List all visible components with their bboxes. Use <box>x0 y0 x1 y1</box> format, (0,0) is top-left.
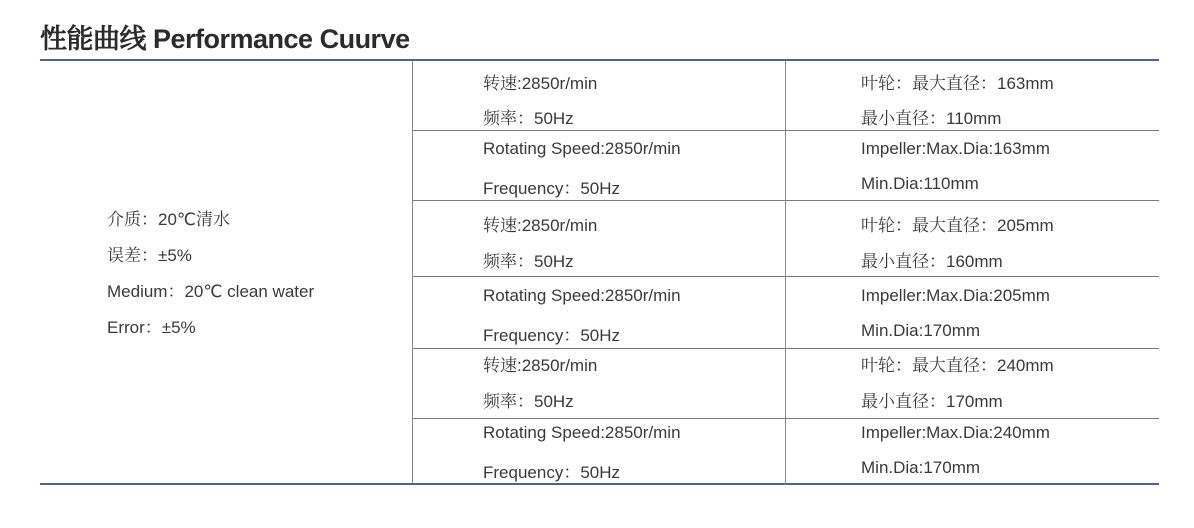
max-dia-line: Impeller:Max.Dia:205mm <box>861 286 1050 305</box>
spec-table <box>40 59 1159 485</box>
table-row <box>413 61 1159 131</box>
medium-info <box>107 202 314 346</box>
speed-line: 转速:2850r/min <box>483 356 598 375</box>
impeller-cell <box>786 419 1159 485</box>
min-dia-line: 最小直径：160mm <box>861 252 1003 271</box>
table-row <box>413 349 1159 419</box>
frequency-line: 频率：50Hz <box>483 392 574 411</box>
impeller-cell <box>786 61 1159 130</box>
medium-cn: 介质：20℃清水 <box>107 210 231 229</box>
speed-line: 转速:2850r/min <box>483 74 598 93</box>
medium-en: Medium：20℃ clean water <box>107 282 315 301</box>
frequency-line: 频率：50Hz <box>483 252 574 271</box>
speed-cell <box>413 201 786 276</box>
min-dia-line: Min.Dia:170mm <box>861 321 981 340</box>
frequency-line: Frequency：50Hz <box>483 326 621 345</box>
min-dia-line: Min.Dia:110mm <box>861 174 979 193</box>
error-en: Error：±5% <box>107 318 196 337</box>
max-dia-line: Impeller:Max.Dia:163mm <box>861 139 1050 158</box>
error-cn: 误差：±5% <box>107 246 192 265</box>
speed-cell <box>413 419 786 485</box>
table-row <box>413 277 1159 349</box>
speed-cell <box>413 61 786 130</box>
max-dia-line: 叶轮：最大直径：240mm <box>861 356 1054 375</box>
spec-rows <box>413 61 1159 483</box>
impeller-cell <box>786 131 1159 200</box>
speed-line: Rotating Speed:2850r/min <box>483 139 681 158</box>
table-row <box>413 419 1159 485</box>
impeller-cell <box>786 349 1159 418</box>
impeller-cell <box>786 201 1159 276</box>
medium-cell <box>40 61 413 483</box>
impeller-cell <box>786 277 1159 348</box>
speed-cell <box>413 131 786 200</box>
table-row <box>413 201 1159 277</box>
frequency-line: Frequency：50Hz <box>483 179 621 198</box>
speed-line: Rotating Speed:2850r/min <box>483 423 681 442</box>
table-row <box>413 131 1159 201</box>
speed-line: Rotating Speed:2850r/min <box>483 286 681 305</box>
frequency-line: Frequency：50Hz <box>483 463 621 482</box>
speed-cell <box>413 277 786 348</box>
min-dia-line: Min.Dia:170mm <box>861 458 981 477</box>
frequency-line: 频率：50Hz <box>483 109 574 128</box>
max-dia-line: Impeller:Max.Dia:240mm <box>861 423 1050 442</box>
max-dia-line: 叶轮：最大直径：163mm <box>861 74 1054 93</box>
min-dia-line: 最小直径：110mm <box>861 109 1002 128</box>
speed-line: 转速:2850r/min <box>483 216 598 235</box>
speed-cell <box>413 349 786 418</box>
min-dia-line: 最小直径：170mm <box>861 392 1003 411</box>
max-dia-line: 叶轮：最大直径：205mm <box>861 216 1054 235</box>
page-title: 性能曲线 Performance Cuurve <box>40 24 410 54</box>
